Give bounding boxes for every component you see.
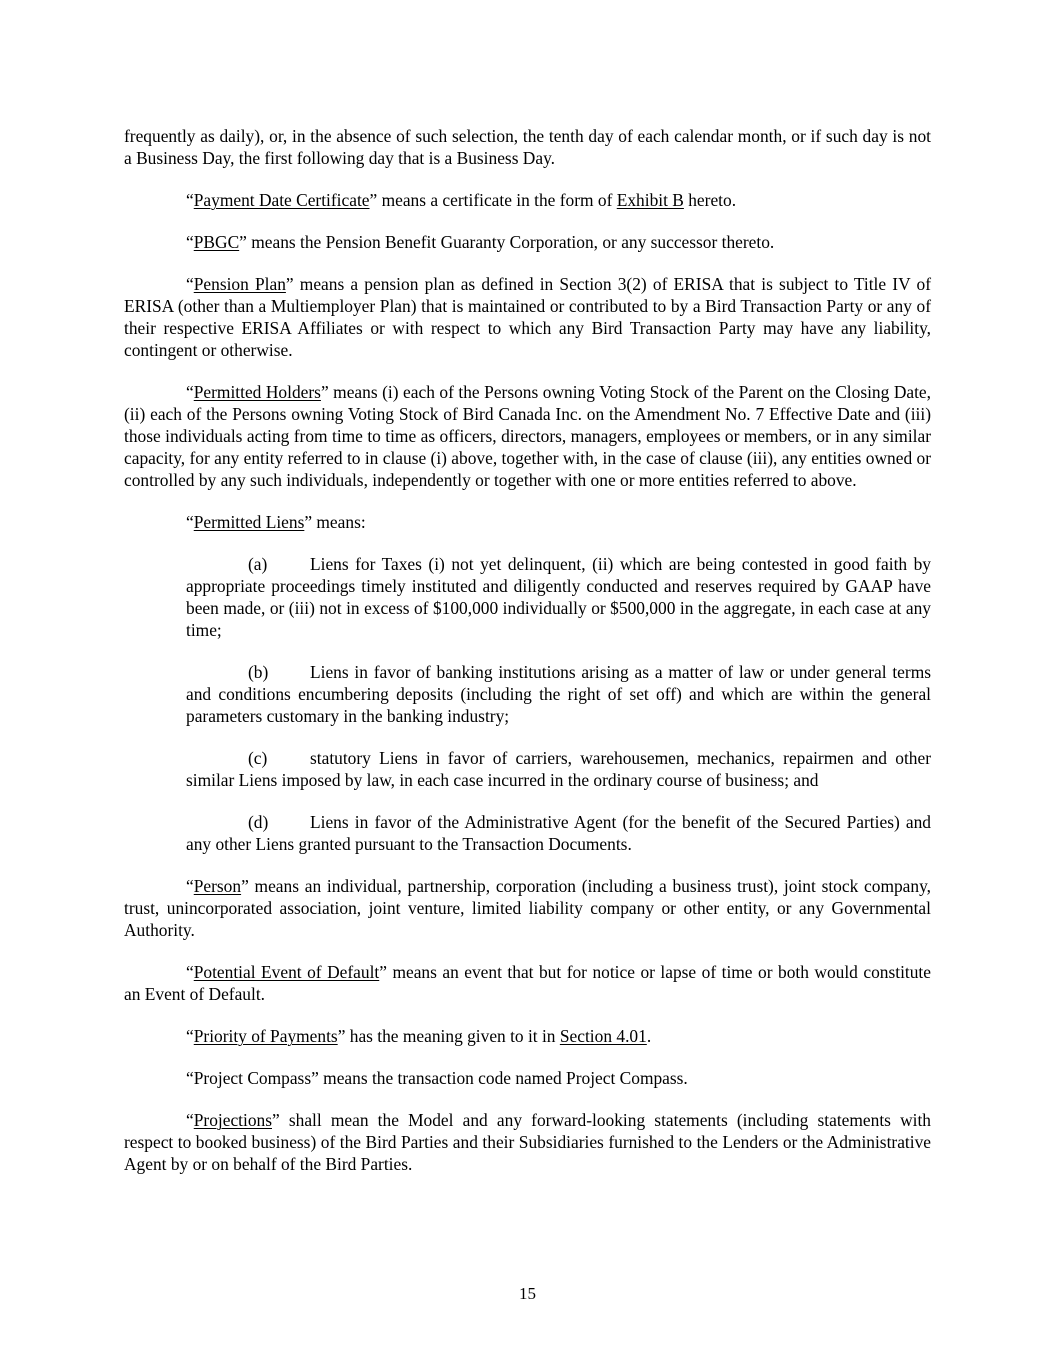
list-item-label: (d) — [248, 812, 269, 832]
list-item-b — [186, 661, 931, 727]
definition-projections — [124, 1109, 931, 1175]
defined-term: Permitted Holders — [193, 382, 321, 402]
definition-text: ” means a pension plan as defined in Section 3(2) of ERISA that is subject to Title IV of ERISA (other than a Multiemployer Plan) that is maintained or contributed to by a Bird Transaction Party or any of their respective ERISA Affiliates or with respect to which any Bird Transaction Party may have any liability, contingent or otherwise. — [124, 274, 931, 360]
defined-term: Priority of Payments — [193, 1026, 338, 1046]
list-item-a — [186, 553, 931, 641]
page-number: 15 — [519, 1284, 536, 1303]
open-quote: “ — [186, 190, 194, 210]
definition-payment-date-certificate — [124, 189, 931, 211]
cross-reference: Exhibit B — [616, 190, 684, 210]
open-quote: “ — [186, 232, 194, 252]
open-quote: “ — [186, 512, 194, 532]
definition-text: ” shall mean the Model and any forward-looking statements (including statements with respect to booked business) of the Bird Parties and their Subsidiaries furnished to the Lenders or the Administrative Agent by or on behalf of the Bird Parties. — [124, 1110, 931, 1174]
defined-term: Potential Event of Default — [193, 962, 380, 982]
definition-pension-plan — [124, 273, 931, 361]
definition-text: ” means an individual, partnership, corporation (including a business trust), joint stock company, trust, unincorporated association, joint venture, limited liability company or other entity, or any Governmental Authority. — [124, 876, 931, 940]
open-quote: “ — [186, 382, 194, 402]
list-item-label: (b) — [248, 662, 269, 682]
list-item-label: (a) — [248, 554, 268, 574]
defined-term: Permitted Liens — [193, 512, 305, 532]
defined-term: Payment Date Certificate — [193, 190, 370, 210]
list-item-text: Liens in favor of banking institutions arising as a matter of law or under general terms and conditions encumbering deposits (including the right of set off) and which are within the general parameters customary in the banking industry; — [186, 662, 931, 726]
open-quote: “ — [186, 962, 194, 982]
list-item-text: statutory Liens in favor of carriers, warehousemen, mechanics, repairmen and other similar Liens imposed by law, in each case incurred in the ordinary course of business; and — [186, 748, 931, 790]
defined-term: Pension Plan — [193, 274, 286, 294]
definition-text-end: . — [646, 1026, 652, 1046]
definition-text: ” has the meaning given to it in — [337, 1026, 560, 1046]
definition-text: ” means an event that but for notice or lapse of time or both would constitute an Event of Default. — [124, 962, 931, 1004]
definition-text-end: hereto. — [683, 190, 737, 210]
definition-permitted-liens — [124, 511, 931, 533]
defined-term: PBGC — [193, 232, 240, 252]
open-quote: “ — [186, 876, 194, 896]
defined-term: Person — [193, 876, 242, 896]
list-item-text: Liens in favor of the Administrative Agent (for the benefit of the Secured Parties) and any other Liens granted pursuant to the Transaction Documents. — [186, 812, 931, 854]
list-item-c — [186, 747, 931, 791]
paragraph-continuation — [124, 125, 931, 169]
open-quote: “ — [186, 1110, 194, 1130]
list-item-d — [186, 811, 931, 855]
cross-reference: Section 4.01 — [559, 1026, 647, 1046]
definition-priority-of-payments — [124, 1025, 931, 1047]
definition-text: “Project Compass” means the transaction code named Project Compass. — [186, 1068, 688, 1088]
paragraph-text: frequently as daily), or, in the absence of such selection, the tenth day of each calendar month, or if such day is not a Business Day, the first following day that is a Business Day. — [124, 126, 931, 168]
definition-project-compass — [124, 1067, 931, 1089]
open-quote: “ — [186, 1026, 194, 1046]
open-quote: “ — [186, 274, 194, 294]
definition-text: ” means the Pension Benefit Guaranty Corporation, or any successor thereto. — [239, 232, 775, 252]
definition-pbgc — [124, 231, 931, 253]
definition-potential-event-of-default — [124, 961, 931, 1005]
document-body — [124, 125, 931, 1195]
definition-text: ” means a certificate in the form of — [369, 190, 617, 210]
definition-text: ” means (i) each of the Persons owning Voting Stock of the Parent on the Closing Date, (ii) each of the Persons owning Voting Stock of Bird Canada Inc. on the Amendment No. 7 Effective Date and (iii) those individuals acting from time to time as officers, directors, managers, employees or members, or in any similar capacity, for any entity referred to in clause (i) above, together with, in the case of clause (iii), any entities owned or controlled by any such individuals, independently or together with one or more entities referred to above. — [124, 382, 931, 490]
definition-person — [124, 875, 931, 941]
definition-permitted-holders — [124, 381, 931, 491]
list-item-text: Liens for Taxes (i) not yet delinquent, (ii) which are being contested in good faith by appropriate proceedings timely instituted and diligently conducted and reserves required by GAAP have been made, or (iii) not in excess of $100,000 individually or $500,000 in the aggregate, in each case at any time; — [186, 554, 931, 640]
defined-term: Projections — [193, 1110, 272, 1130]
definition-text: ” means: — [304, 512, 366, 532]
list-item-label: (c) — [248, 748, 268, 768]
